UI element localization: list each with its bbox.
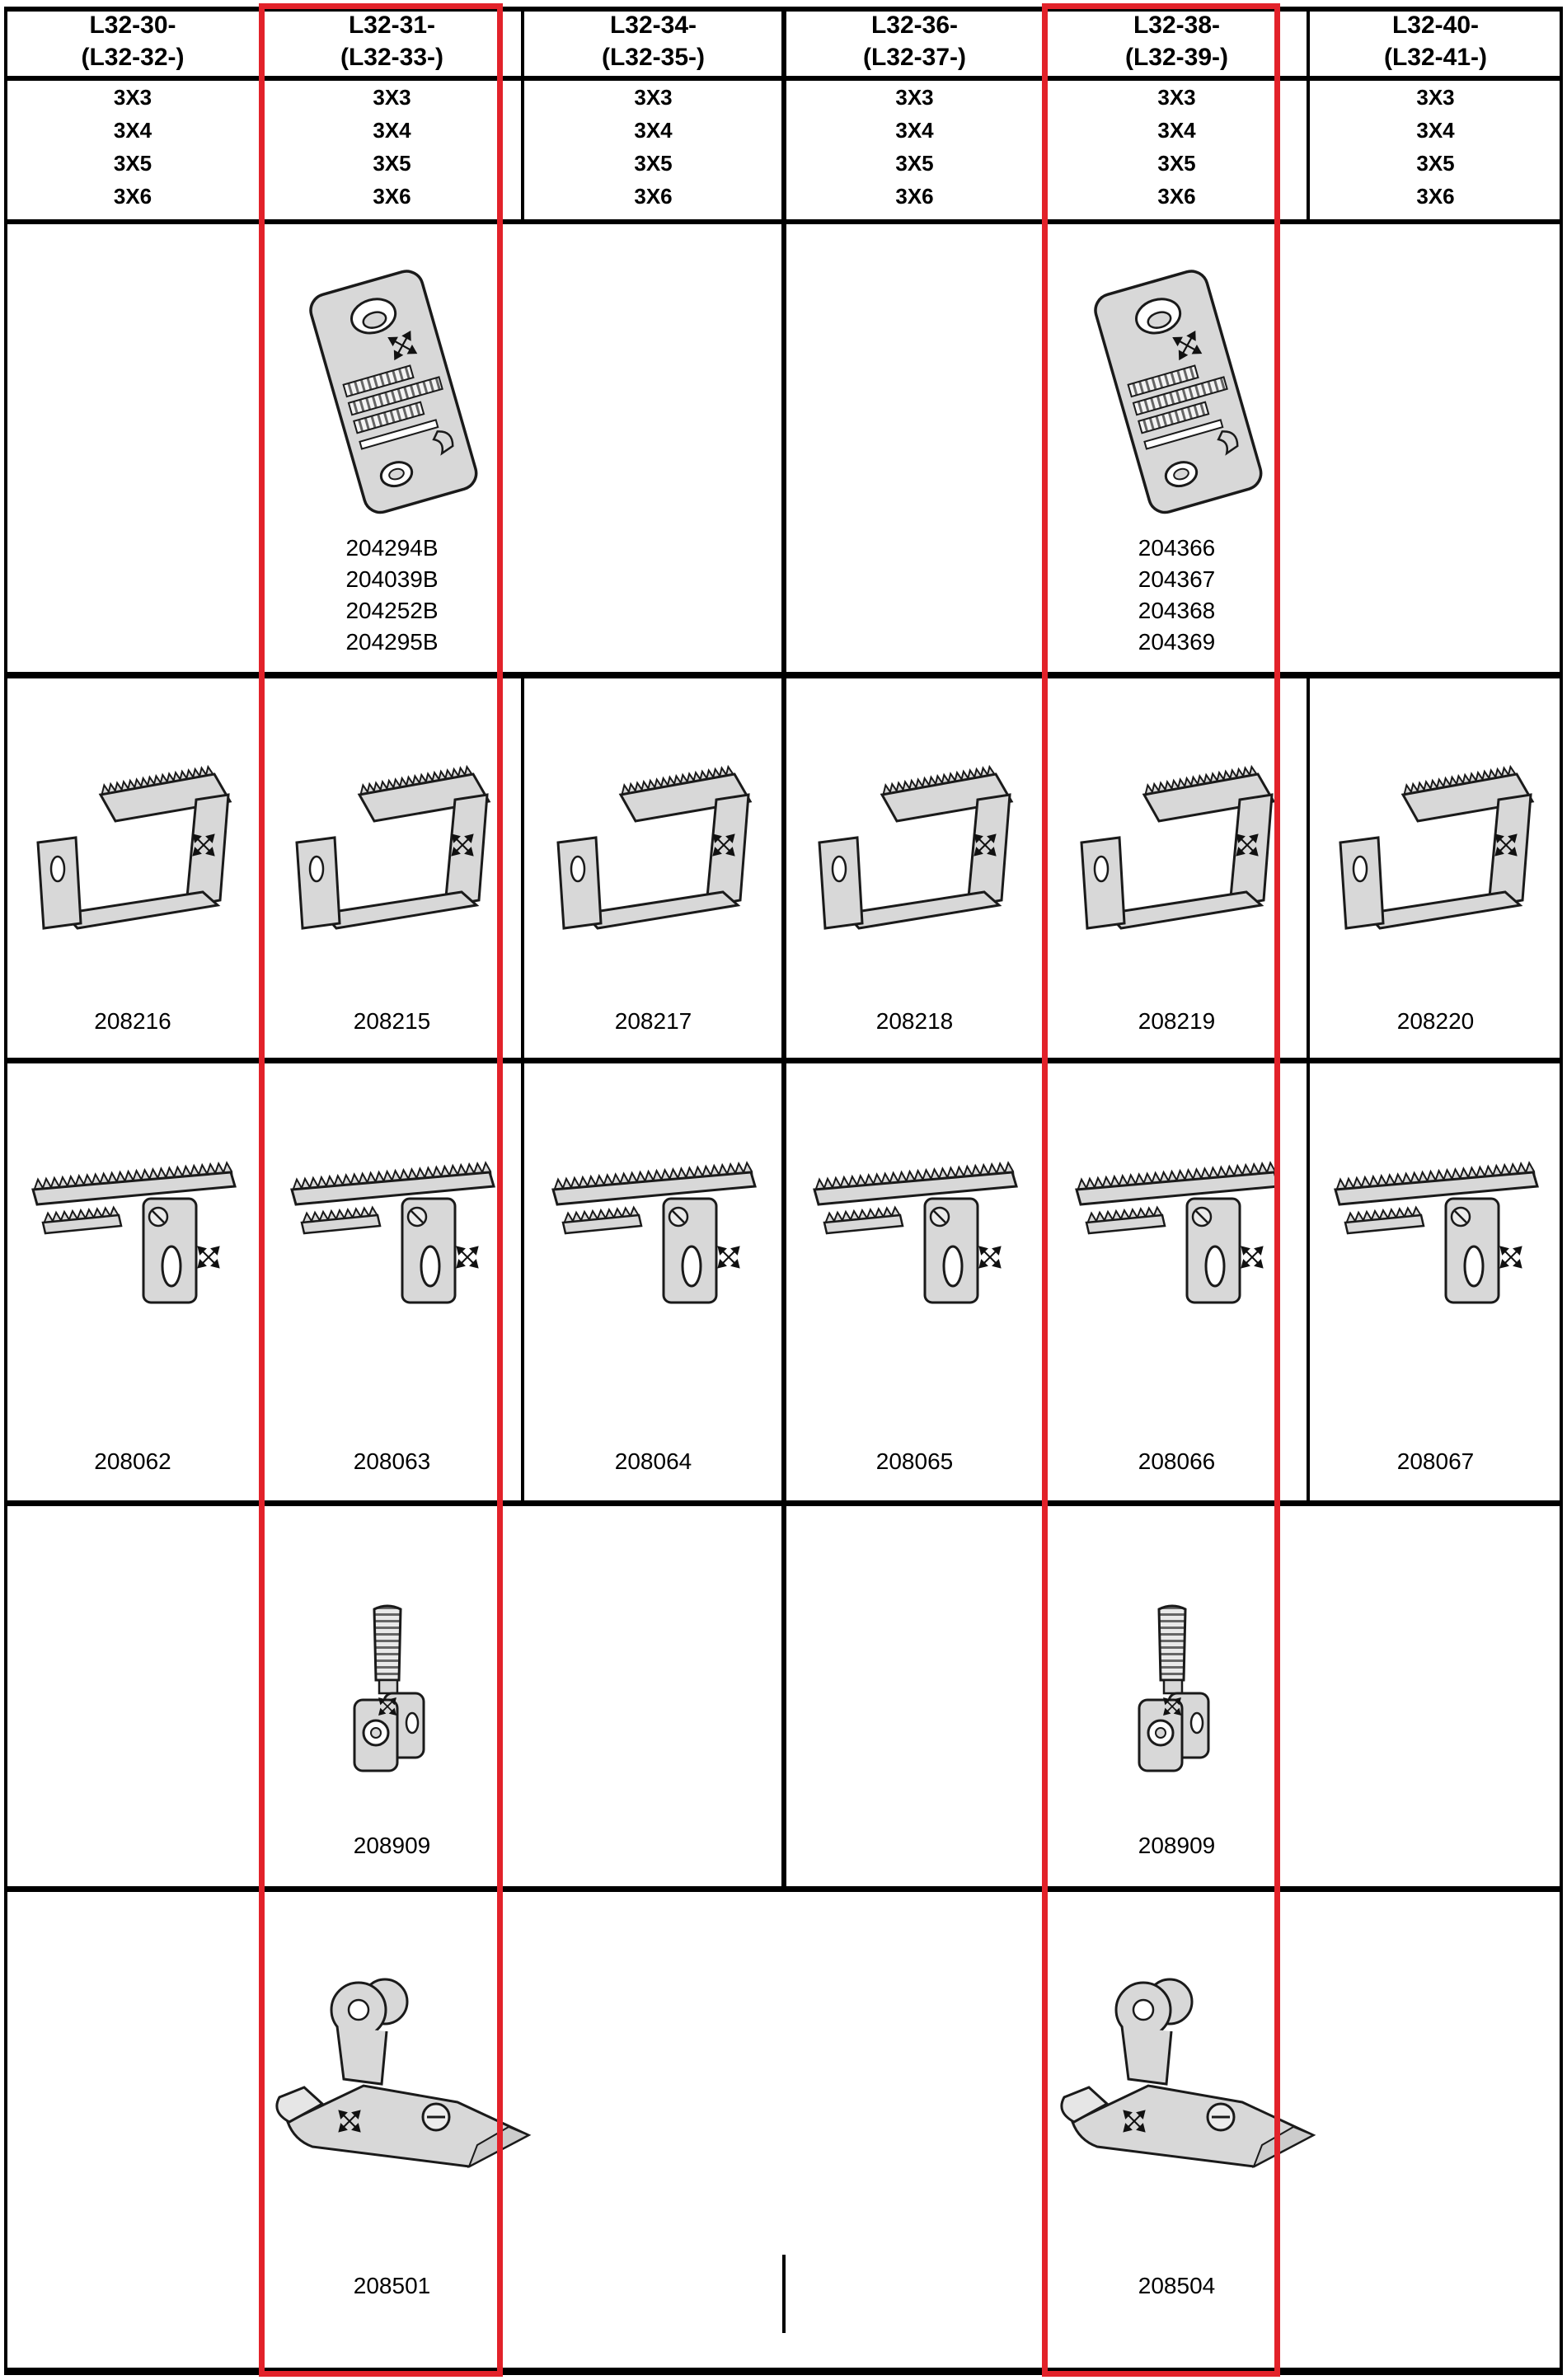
- size-option: 3X3: [895, 85, 934, 110]
- size-option: 3X5: [634, 151, 673, 176]
- model-number: L32-38-: [1133, 12, 1221, 39]
- model-alt-number: (L32-41-): [1383, 44, 1488, 71]
- part-number: 204294B: [345, 535, 439, 561]
- grid-line-vertical: [521, 672, 524, 1506]
- part-number: 204367: [1138, 566, 1216, 592]
- size-option: 3X5: [1416, 151, 1455, 176]
- part-number: 208220: [1396, 1008, 1475, 1034]
- column-header-l32-38: [1045, 8, 1308, 74]
- part-number: 204366: [1138, 535, 1216, 561]
- part-number: 204369: [1138, 629, 1216, 655]
- feed-dog-illustration: [280, 1121, 503, 1368]
- part-number: 208067: [1396, 1448, 1475, 1474]
- sizes-cell: [1308, 81, 1563, 219]
- part-number: 208501: [353, 2273, 431, 2298]
- model-alt-number: (L32-35-): [601, 44, 706, 71]
- looper-illustration: [1065, 725, 1288, 973]
- sizes-cell: [1045, 81, 1308, 219]
- sizes-cell: [261, 81, 523, 219]
- model-alt-number: (L32-33-): [340, 44, 444, 71]
- feed-dog-illustration: [803, 1121, 1025, 1368]
- needle-plate-illustration: [1081, 265, 1271, 523]
- size-option: 3X4: [1157, 118, 1196, 143]
- size-option: 3X4: [1416, 118, 1455, 143]
- size-option: 3X3: [1157, 85, 1196, 110]
- size-option: 3X3: [373, 85, 411, 110]
- part-number: 208909: [353, 1833, 431, 1858]
- part-number: 204368: [1138, 598, 1216, 623]
- grid-line-vertical: [4, 7, 7, 2375]
- grid-line-vertical: [521, 7, 524, 219]
- size-option: 3X5: [113, 151, 152, 176]
- size-option: 3X4: [113, 118, 152, 143]
- column-header-l32-30: [4, 8, 261, 74]
- model-number: L32-40-: [1391, 12, 1480, 39]
- size-option: 3X5: [373, 151, 411, 176]
- size-option: 3X6: [634, 184, 673, 209]
- size-option: 3X5: [895, 151, 934, 176]
- looper-illustration: [542, 725, 764, 973]
- looper-illustration: [803, 725, 1025, 973]
- feed-dog-illustration: [542, 1121, 764, 1368]
- size-option: 3X6: [895, 184, 934, 209]
- sizes-cell: [523, 81, 784, 219]
- part-number: 208216: [94, 1008, 171, 1034]
- size-option: 3X4: [373, 118, 411, 143]
- part-number: 208066: [1138, 1448, 1216, 1474]
- size-option: 3X3: [634, 85, 673, 110]
- part-number: 208064: [614, 1448, 692, 1474]
- part-number: 204295B: [345, 629, 439, 655]
- column-header-l32-36: [784, 8, 1045, 74]
- size-option: 3X6: [1416, 184, 1455, 209]
- part-number: 208909: [1138, 1833, 1216, 1858]
- part-number: 208063: [353, 1448, 431, 1474]
- clamp-screw-illustration: [338, 1598, 445, 1812]
- grid-line-vertical: [1307, 7, 1310, 219]
- size-option: 3X3: [1416, 85, 1455, 110]
- model-number: L32-31-: [348, 12, 436, 39]
- size-option: 3X6: [1157, 184, 1196, 209]
- sizes-cell: [4, 81, 261, 219]
- grid-line-vertical: [1307, 672, 1310, 1506]
- column-header-l32-34: [523, 8, 784, 74]
- part-number: 208062: [94, 1448, 171, 1474]
- model-alt-number: (L32-37-): [862, 44, 967, 71]
- size-option: 3X5: [1157, 151, 1196, 176]
- part-number: 208065: [875, 1448, 954, 1474]
- feed-dog-illustration: [21, 1121, 244, 1368]
- size-option: 3X6: [113, 184, 152, 209]
- feed-dog-illustration: [1324, 1121, 1546, 1368]
- part-number: 208215: [353, 1008, 431, 1034]
- model-number: L32-36-: [870, 12, 959, 39]
- looper-illustration: [280, 725, 503, 973]
- needle-plate-illustration: [297, 265, 486, 523]
- part-number: 204252B: [345, 598, 439, 623]
- feed-dog-illustration: [1065, 1121, 1288, 1368]
- part-number: 208504: [1138, 2273, 1216, 2298]
- looper-illustration: [21, 725, 244, 973]
- size-option: 3X4: [895, 118, 934, 143]
- column-header-l32-40: [1308, 8, 1563, 74]
- grid-line-horizontal: [4, 2368, 1563, 2375]
- grid-line-vertical: [782, 2255, 786, 2333]
- clamp-screw-illustration: [1123, 1598, 1230, 1812]
- grid-line-vertical: [260, 7, 263, 219]
- sizes-cell: [784, 81, 1045, 219]
- size-option: 3X4: [634, 118, 673, 143]
- part-number-list: [1045, 533, 1308, 658]
- grid-line-vertical: [1560, 7, 1563, 2375]
- size-option: 3X6: [373, 184, 411, 209]
- model-alt-number: (L32-39-): [1124, 44, 1229, 71]
- part-number-list: [261, 533, 523, 658]
- part-number: 208218: [875, 1008, 954, 1034]
- model-number: L32-34-: [609, 12, 697, 39]
- column-header-l32-31: [261, 8, 523, 74]
- presser-foot-illustration: [1046, 1947, 1326, 2211]
- part-number: 204039B: [345, 566, 439, 592]
- grid-line-vertical: [1044, 7, 1047, 219]
- looper-illustration: [1324, 725, 1546, 973]
- part-number: 208219: [1138, 1008, 1216, 1034]
- grid-line-vertical: [781, 7, 786, 1892]
- model-number: L32-30-: [89, 12, 176, 39]
- model-alt-number: (L32-32-): [81, 44, 185, 71]
- part-number: 208217: [614, 1008, 692, 1034]
- presser-foot-illustration: [261, 1947, 542, 2211]
- size-option: 3X3: [113, 85, 152, 110]
